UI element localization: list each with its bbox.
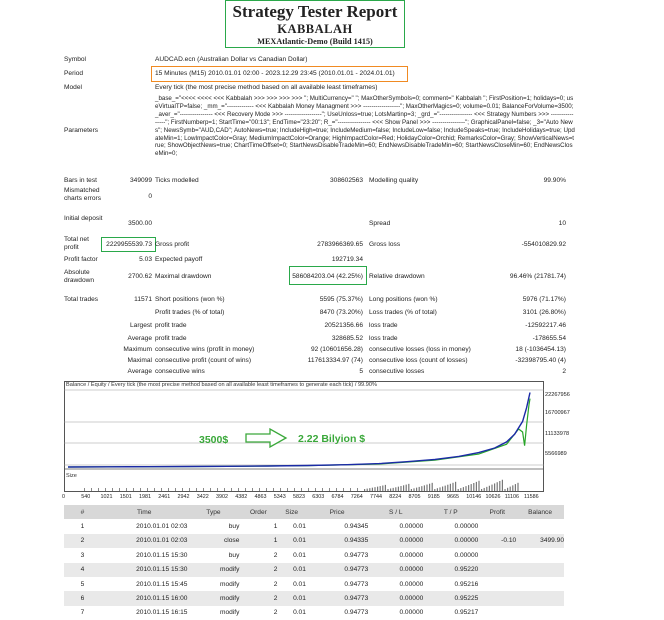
spread-value: 10 [558, 220, 566, 227]
table-cell: 0.00000 [399, 609, 424, 617]
size-bar [329, 488, 330, 491]
size-bar [266, 488, 267, 491]
pf-value: 5.03 [139, 256, 152, 263]
x-tick-label: 9665 [447, 494, 459, 500]
table-cell [516, 591, 564, 605]
x-tick-label: 1501 [119, 494, 132, 500]
table-cell: 0.95220 [423, 563, 478, 577]
symbol-label: Symbol [64, 56, 86, 63]
size-bar [429, 484, 430, 491]
size-bar [147, 488, 148, 491]
server-name: MEXAtlantic-Demo (Build 1415) [257, 37, 373, 46]
size-bar [517, 483, 518, 491]
payoff-value: 192719.34 [331, 256, 363, 263]
size-bar [387, 489, 388, 491]
size-bar [374, 487, 375, 491]
maximal-profit-value: 117613334.97 (74) [307, 357, 363, 364]
table-cell: 3 [80, 551, 85, 559]
largest-loss-value: -12592217.46 [525, 322, 566, 329]
size-bar [406, 485, 407, 491]
table-cell: 0.94773 [306, 591, 368, 605]
model-label: Model [64, 84, 82, 91]
size-bar [245, 488, 246, 491]
size-bar [447, 485, 448, 491]
reldd-value: 96.46% (21781.74) [509, 273, 566, 280]
table-header-cell: Balance [516, 505, 564, 519]
size-bar [463, 487, 464, 491]
table-cell: modify [187, 563, 239, 577]
size-bar [439, 487, 440, 491]
size-bar [450, 484, 451, 491]
size-bar [465, 486, 466, 491]
table-cell [478, 548, 516, 562]
table-cell: 0.01 [293, 580, 306, 588]
grossprofit-value: 2783966369.65 [317, 241, 363, 248]
table-row [64, 563, 564, 577]
symbol-value: AUDCAD.ecn (Australian Dollar vs Canadian Dollar) [155, 56, 308, 63]
absdd-value: 2700.62 [128, 273, 152, 280]
table-row [64, 591, 564, 605]
avg-loss-label: loss trade [369, 335, 398, 342]
size-label: Size [66, 473, 77, 479]
table-cell: 3499.90 [516, 534, 564, 548]
size-bar [259, 488, 260, 491]
table-cell: 0.95216 [454, 580, 479, 588]
size-bar [112, 488, 113, 491]
x-tick-label: 1981 [139, 494, 151, 500]
trades-table [64, 505, 564, 620]
table-cell: 2 [273, 551, 278, 559]
x-tick-label: 1021 [100, 494, 113, 500]
table-row [64, 548, 564, 562]
size-bar [434, 489, 435, 491]
report-header [225, 0, 405, 48]
parameters-label: Parameters [64, 127, 99, 134]
size-bar [369, 488, 370, 491]
table-header-cell: Profit [478, 505, 516, 519]
maxdd-label: Maximal drawdown [155, 273, 212, 280]
size-bar [140, 488, 141, 491]
annotation-from: 3500$ [199, 434, 229, 446]
size-bar [512, 485, 513, 491]
size-bar [413, 488, 414, 491]
size-bar [393, 488, 394, 491]
size-bar [515, 484, 516, 491]
size-bar [481, 489, 482, 491]
size-bar [437, 488, 438, 491]
table-cell: 2 [64, 534, 101, 548]
table-cell: 0.95217 [454, 609, 479, 617]
size-bar [350, 488, 351, 491]
table-cell: 0.94345 [344, 523, 369, 531]
reldd-label: Relative drawdown [369, 273, 425, 280]
ticks-value: 308602563 [329, 177, 363, 184]
table-cell: 1 [273, 523, 278, 531]
quality-label: Modelling quality [369, 177, 419, 184]
size-bar [343, 488, 344, 491]
period-label: Period [64, 70, 84, 77]
table-cell: 0.00000 [368, 591, 423, 605]
table-cell: 2010.01.01 02:03 [136, 523, 188, 531]
quality-value: 99.90% [543, 177, 566, 184]
x-tick-label: 4863 [254, 494, 267, 500]
table-header-cell: # [64, 505, 101, 519]
size-bar [119, 488, 120, 491]
table-cell: 4 [64, 563, 101, 577]
mismatch-label: Mismatched charts errors [64, 187, 102, 202]
size-bar [91, 488, 92, 491]
size-bar [478, 481, 479, 491]
grossloss-value: -554010829.92 [521, 241, 566, 248]
y-tick-label: 11133978 [545, 431, 570, 437]
size-bar [217, 488, 218, 491]
avg-wins-label: consecutive wins [155, 368, 205, 375]
size-bar [452, 483, 453, 491]
size-bar [445, 486, 446, 491]
table-cell: 0.00000 [423, 534, 478, 548]
table-cell: 1 [239, 534, 277, 548]
table-cell: 0.00000 [454, 523, 479, 531]
average2-label: Average [127, 368, 152, 375]
size-bar [476, 482, 477, 491]
balance-chart [64, 381, 544, 492]
size-bar [231, 488, 232, 491]
maximal-label: Maximal [127, 357, 152, 364]
size-bar [175, 488, 176, 491]
table-cell: 0.94773 [306, 563, 368, 577]
table-row [64, 519, 564, 533]
avg-loss-value: -178655.54 [532, 335, 566, 342]
table-cell [478, 563, 516, 577]
trades-label: Total trades [64, 296, 99, 303]
x-tick-label: 7744 [370, 494, 382, 500]
size-bar [322, 488, 323, 491]
maximum-label: Maximum [123, 346, 152, 353]
table-cell: 0.00000 [399, 523, 424, 531]
size-bar [287, 488, 288, 491]
table-cell: modify [187, 591, 239, 605]
size-bar [133, 488, 134, 491]
table-cell: 6 [64, 591, 101, 605]
payoff-label: Expected payoff [155, 256, 203, 263]
table-row [64, 534, 564, 548]
table-cell: 1 [80, 523, 85, 531]
avg-profit-label: profit trade [155, 335, 187, 342]
size-bar [189, 488, 190, 491]
maximal-loss-value: -32398795.40 (4) [515, 357, 566, 364]
absdd-label: Absolute drawdown [64, 269, 95, 284]
table-header-row [64, 505, 564, 519]
model-value: Every tick (the most precise method based on all available least timeframes) [155, 84, 378, 91]
table-cell: 2 [273, 580, 278, 588]
size-bar [273, 488, 274, 491]
size-bar [357, 488, 358, 491]
table-cell: -0.10 [478, 534, 516, 548]
x-tick-label: 5823 [293, 494, 305, 500]
x-tick-label: 2942 [177, 494, 190, 500]
avg-losses-label: consecutive losses [369, 368, 425, 375]
table-cell: 0.01 [277, 534, 306, 548]
size-bar [421, 486, 422, 491]
table-cell: 5 [80, 580, 85, 588]
size-bar [486, 487, 487, 491]
table-cell [478, 591, 516, 605]
parameters-value: _base_="<<<< <<<< <<< Kabbalah >>> >>> >>> >>> "; MultiCurrency=" "; MaxOtherSymbols=0; comment=" Kabbalah "; FirstPosition=1; holidays=0; useVirtualTP=false; _mm_="------------- <<< Kabbalah Money Managment >>> ------------------"; MaxOtherMagics=0; volume=0.01; BalanceForVolume=3500; _aver_="---------------- <<< Recovery Mode >>> ------------------"; UseUnloss=true; LotsMartinp=3; _grd_="---------------- <<< Strategy Numbers >>> ----------------"; FirstNumberp=1; StartTime="00:13"; EndTime="23:20"; R_="---------------- <<< Show Panel >>> ----------------"; GraphicalPanel=false; _3="Auto News"; NewsSymb="AUD,CAD"; AutoNews=true; IncludeHigh=true; IncludeMedium=false; IncludeLow=false; IncludeSpeaks=true; IncludeHolidays=true; UpdateMin=1; LowImpactColor=Gray; MediumImpactColor=Orange; HighImpactColor=Red; HolidayColor=Orchid; RemarksColor=Gray; ShowVerticalNews=true; ShowObjectNews=true; ChartTimeOffset=0; StartNewsDisableTradeMin=60; EndNewsDisableTradeMin=60; StartNewsCloseMin=60; EndNewsCloseMin=0; [155, 95, 575, 158]
table-cell: 2010.01.15 16:00 [101, 591, 188, 605]
long-value: 5976 (71.17%) [522, 296, 566, 303]
size-bar [203, 488, 204, 491]
long-label: Long positions (won %) [369, 296, 438, 303]
size-bar [460, 488, 461, 491]
size-bar [238, 488, 239, 491]
table-cell [478, 577, 516, 591]
table-cell: buy [228, 523, 240, 531]
size-bar [367, 489, 368, 491]
table-cell: 0.00000 [368, 534, 423, 548]
size-bar [301, 488, 302, 491]
x-tick-label: 9185 [427, 494, 440, 500]
table-header-cell: T / P [423, 505, 478, 519]
max-losses-value: 18 (-1036454.13) [515, 346, 566, 353]
size-bar [364, 489, 365, 491]
size-bar [382, 486, 383, 492]
x-tick-label: 6784 [331, 494, 344, 500]
pf-label: Profit factor [64, 256, 98, 263]
size-bar [372, 488, 373, 491]
mismatch-value: 0 [148, 193, 152, 200]
size-bar [491, 485, 492, 491]
table-header-cell: Time [101, 505, 188, 519]
x-tick-label: 540 [81, 494, 91, 500]
table-cell: 2 [239, 591, 277, 605]
size-bar [252, 488, 253, 491]
table-cell: buy [228, 551, 240, 559]
size-bar [224, 488, 225, 491]
x-tick-label: 2461 [158, 494, 171, 500]
size-bar [419, 487, 420, 491]
grossloss-label: Gross loss [369, 241, 401, 248]
x-tick-label: 11586 [524, 494, 539, 500]
size-bar [377, 487, 378, 491]
table-cell: 7 [80, 609, 85, 617]
size-bar [210, 488, 211, 491]
size-bar [408, 484, 409, 491]
average-label: Average [127, 335, 152, 342]
size-bar [168, 488, 169, 491]
size-bar [416, 488, 417, 491]
x-tick-label: 0 [62, 494, 65, 500]
annotation-arrow [244, 428, 288, 448]
size-bar [390, 488, 391, 491]
bars-value: 349099 [129, 177, 152, 184]
grossprofit-label: Gross profit [155, 241, 190, 248]
size-bar [507, 488, 508, 491]
deposit-value: 3500.00 [128, 220, 152, 227]
table-cell: close [187, 534, 239, 548]
x-tick-label: 3422 [196, 494, 209, 500]
max-losses-label: consecutive losses (loss in money) [369, 346, 471, 353]
table-cell: 0.94335 [306, 534, 368, 548]
maximal-profit-label: consecutive profit (count of wins) [155, 357, 252, 364]
report-title: Strategy Tester Report [232, 2, 398, 21]
table-row [64, 606, 564, 620]
deposit-label: Initial deposit [64, 215, 103, 222]
table-cell: 0.94773 [344, 609, 369, 617]
size-bar [497, 482, 498, 491]
table-cell: 0.01 [293, 609, 306, 617]
size-bar [504, 489, 505, 491]
short-label: Short positions (won %) [155, 296, 225, 303]
y-tick-label: 16700967 [545, 410, 570, 416]
size-bar [499, 481, 500, 491]
table-cell: 0.95225 [423, 591, 478, 605]
table-cell: 0.94773 [344, 551, 369, 559]
size-bar [489, 486, 490, 491]
size-bar [468, 485, 469, 491]
ptrades-value: 8470 (73.20%) [319, 309, 363, 316]
table-cell: modify [219, 609, 240, 617]
table-cell: 0.00000 [368, 563, 423, 577]
maxdd-value: 586084203.04 (42.25%) [292, 273, 363, 280]
size-bar [398, 487, 399, 491]
size-bar [471, 484, 472, 491]
largest-loss-label: loss trade [369, 322, 398, 329]
table-cell [516, 577, 564, 591]
table-cell: 0.00000 [399, 551, 424, 559]
maximal-loss-label: consecutive loss (count of losses) [369, 357, 468, 364]
table-cell: 0.01 [293, 551, 306, 559]
max-wins-label: consecutive wins (profit in money) [155, 346, 255, 353]
size-bar [395, 487, 396, 491]
size-bar [455, 482, 456, 491]
table-cell [516, 548, 564, 562]
x-tick-label: 10146 [466, 494, 482, 500]
size-bar [315, 488, 316, 491]
table-cell: 2010.01.15 15:30 [136, 551, 188, 559]
size-bar [336, 488, 337, 491]
size-bar [502, 480, 503, 491]
table-cell: 2010.01.15 15:30 [101, 563, 188, 577]
x-tick-label: 11106 [504, 494, 519, 500]
table-cell: 2010.01.15 15:45 [136, 580, 188, 588]
size-bar [385, 485, 386, 491]
size-bar [458, 489, 459, 491]
largest-label: Largest [130, 322, 152, 329]
x-tick-label: 8705 [408, 494, 421, 500]
table-cell [516, 563, 564, 577]
table-cell [478, 606, 516, 620]
size-bar [380, 486, 381, 491]
size-bar [161, 488, 162, 491]
table-header-cell: Type [187, 505, 239, 519]
avg-profit-value: 328685.52 [331, 335, 363, 342]
size-bar [403, 485, 404, 491]
table-cell: 0.01 [277, 591, 306, 605]
size-bar [432, 483, 433, 491]
netprofit-label: Total net profit [64, 236, 89, 251]
table-cell: modify [219, 580, 240, 588]
netprofit-value: 2229955539.73 [106, 241, 152, 248]
ptrades-label: Profit trades (% of total) [155, 309, 225, 316]
trades-value: 11571 [134, 296, 152, 303]
table-cell: 2010.01.01 02:03 [101, 534, 188, 548]
max-wins-value: 92 (10601656.28) [310, 346, 363, 353]
size-bar [294, 488, 295, 491]
short-value: 5595 (75.37%) [319, 296, 363, 303]
bars-label: Bars in test [64, 177, 97, 184]
table-cell [478, 519, 516, 533]
size-bar [105, 488, 106, 491]
size-bar [154, 488, 155, 491]
table-cell: 0.94773 [344, 580, 369, 588]
size-bar [411, 489, 412, 491]
avg-wins-value: 5 [359, 368, 363, 375]
size-bar [494, 483, 495, 491]
table-cell [516, 606, 564, 620]
x-tick-label: 10626 [485, 494, 501, 500]
size-bar [426, 485, 427, 491]
x-tick-label: 4382 [235, 494, 248, 500]
ltrades-label: Loss trades (% of total) [369, 309, 437, 316]
avg-losses-value: 2 [562, 368, 566, 375]
table-cell: 0.00000 [399, 580, 424, 588]
size-bar [84, 488, 85, 491]
y-tick-label: 22267956 [545, 392, 570, 398]
size-bar [308, 488, 309, 491]
size-bar [424, 485, 425, 491]
table-header-cell: Price [306, 505, 368, 519]
spread-label: Spread [369, 220, 391, 227]
ltrades-value: 3101 (26.80%) [522, 309, 566, 316]
size-bar [280, 488, 281, 491]
size-bar [126, 488, 127, 491]
ticks-label: Ticks modelled [155, 177, 199, 184]
x-tick-label: 7264 [350, 494, 363, 500]
table-cell: 2 [273, 609, 278, 617]
table-header-cell: Size [277, 505, 306, 519]
x-tick-label: 8224 [389, 494, 402, 500]
x-tick-label: 6303 [312, 494, 325, 500]
x-tick-label: 5343 [273, 494, 286, 500]
table-header-cell: S / L [368, 505, 423, 519]
table-row [64, 577, 564, 591]
x-tick-label: 3902 [216, 494, 228, 500]
ea-name: KABBALAH [277, 22, 353, 36]
period-value: 15 Minutes (M15) 2010.01.01 02:00 - 2023.12.29 23:45 (2010.01.01 - 2024.01.01) [155, 70, 395, 77]
size-bar [484, 488, 485, 491]
largest-profit-label: profit trade [155, 322, 187, 329]
size-bar [510, 487, 511, 491]
annotation-to: 2.22 Bilyion $ [298, 433, 366, 445]
table-cell: 0.00000 [454, 551, 479, 559]
size-bar [442, 487, 443, 491]
size-bar [400, 486, 401, 491]
chart-legend: Balance / Equity / Every tick (the most precise method based on all available least timeframes to generate each tick) / 99.90% [66, 382, 377, 388]
size-bar [98, 488, 99, 491]
table-cell [516, 519, 564, 533]
size-bar [473, 483, 474, 491]
y-tick-label: 5566989 [545, 451, 567, 457]
table-cell: 2010.01.15 16:15 [136, 609, 188, 617]
table-header-cell: Order [239, 505, 277, 519]
table-cell: 0.01 [277, 563, 306, 577]
table-cell: 0.01 [293, 523, 306, 531]
size-bar [196, 488, 197, 491]
size-bar [182, 488, 183, 491]
largest-profit-value: 20521356.66 [324, 322, 363, 329]
table-cell: 2 [239, 563, 277, 577]
